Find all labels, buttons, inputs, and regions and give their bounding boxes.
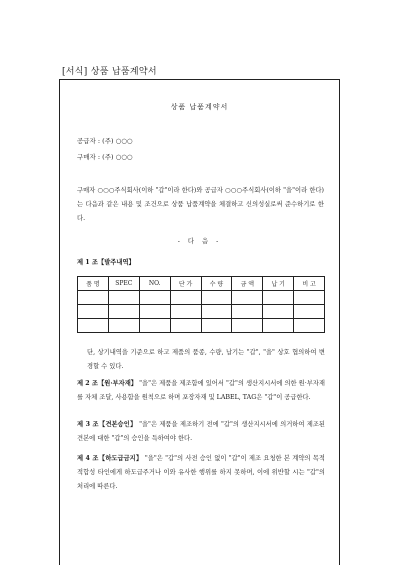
col-header-delivery: 납 기 xyxy=(263,277,294,291)
note-after-table xyxy=(77,346,325,374)
clause-text: "을"은 제품을 제조함에 있어서 "갑"의 생산지시서에 의한 원·부자재를 자체 조달, 사용함을 원칙으로 하며 포장자재 및 LABEL, TAG은 "갑"이 공급한다. xyxy=(77,380,325,401)
table-cell xyxy=(78,319,109,333)
table-cell xyxy=(78,305,109,319)
table-cell xyxy=(170,319,201,333)
clause-head: 제 4 조【하도급금지】 xyxy=(77,455,143,462)
divider-text: - 다 음 - xyxy=(177,238,222,245)
section1-title: 제 1 조【발주내역】 xyxy=(77,259,135,266)
table-cell xyxy=(108,319,139,333)
col-header-spec: SPEC xyxy=(108,277,139,291)
table-cell xyxy=(232,291,263,305)
table-cell xyxy=(294,291,325,305)
table-cell xyxy=(170,305,201,319)
table-row xyxy=(78,291,325,305)
clause-text: "을"은 "갑"의 사전 승인 없이 "갑"이 제조 요청한 본 계약의 목적적합성 타인에게 하도급주거나 이와 유사한 행위를 하지 못하며, 이에 위반할 시는 "갑"의 처리에 따른다. xyxy=(77,455,325,490)
clause-2 xyxy=(77,377,325,405)
table-cell xyxy=(294,305,325,319)
table-cell xyxy=(232,305,263,319)
buyer-line: 구매자 : (주) ○○○ xyxy=(77,153,133,161)
col-header-amount: 금 액 xyxy=(232,277,263,291)
table-cell xyxy=(108,305,139,319)
col-header-remarks: 비 고 xyxy=(294,277,325,291)
col-header-no: NO. xyxy=(139,277,170,291)
intro-paragraph: 구매자 ○○○주식회사(이하 "갑"이라 한다)와 공급자 ○○○주식회사(이하 "을"이라 한다)는 다음과 같은 내용 및 조건으로 상품 납품계약을 체결하고 신의성실로써 준수하기로 한다. xyxy=(77,187,324,222)
doc-label: [서식] 상품 납품계약서 xyxy=(62,67,157,77)
table-cell xyxy=(294,319,325,333)
note-text: 단, 상기내역을 기준으로 하고 제품의 품종, 수량, 납기는 "갑", "을" 상호 협의하여 변경할 수 있다. xyxy=(87,349,325,370)
table-cell xyxy=(263,319,294,333)
contract-frame xyxy=(59,79,340,565)
col-header-quantity: 수 량 xyxy=(201,277,232,291)
contract-title: 상품 납품계약서 xyxy=(170,103,229,111)
table-row xyxy=(78,319,325,333)
table-cell xyxy=(78,291,109,305)
col-header-unit-price: 단 가 xyxy=(170,277,201,291)
table-cell xyxy=(201,319,232,333)
clause-3 xyxy=(77,418,325,446)
clause-head: 제 2 조【원·부자재】 xyxy=(77,380,138,387)
table-cell xyxy=(232,319,263,333)
table-row xyxy=(78,305,325,319)
table-cell xyxy=(201,305,232,319)
table-cell xyxy=(139,319,170,333)
table-cell xyxy=(139,291,170,305)
col-header-item-name: 품 명 xyxy=(78,277,109,291)
table-cell xyxy=(201,291,232,305)
table-header-row xyxy=(78,277,325,291)
clause-head: 제 3 조【견본승인】 xyxy=(77,421,137,428)
order-items-table xyxy=(77,276,325,333)
table-cell xyxy=(139,305,170,319)
table-cell xyxy=(170,291,201,305)
table-cell xyxy=(108,291,139,305)
clause-4 xyxy=(77,452,325,494)
table-cell xyxy=(263,291,294,305)
clause-text: "을"은 제품을 제조하기 전에 "갑"의 생산지시서에 의거하여 제조된 견본에 대한 "갑"의 승인을 득하여야 한다. xyxy=(77,421,325,442)
supplier-line: 공급자 : (주) ○○○ xyxy=(77,137,133,145)
table-cell xyxy=(263,305,294,319)
